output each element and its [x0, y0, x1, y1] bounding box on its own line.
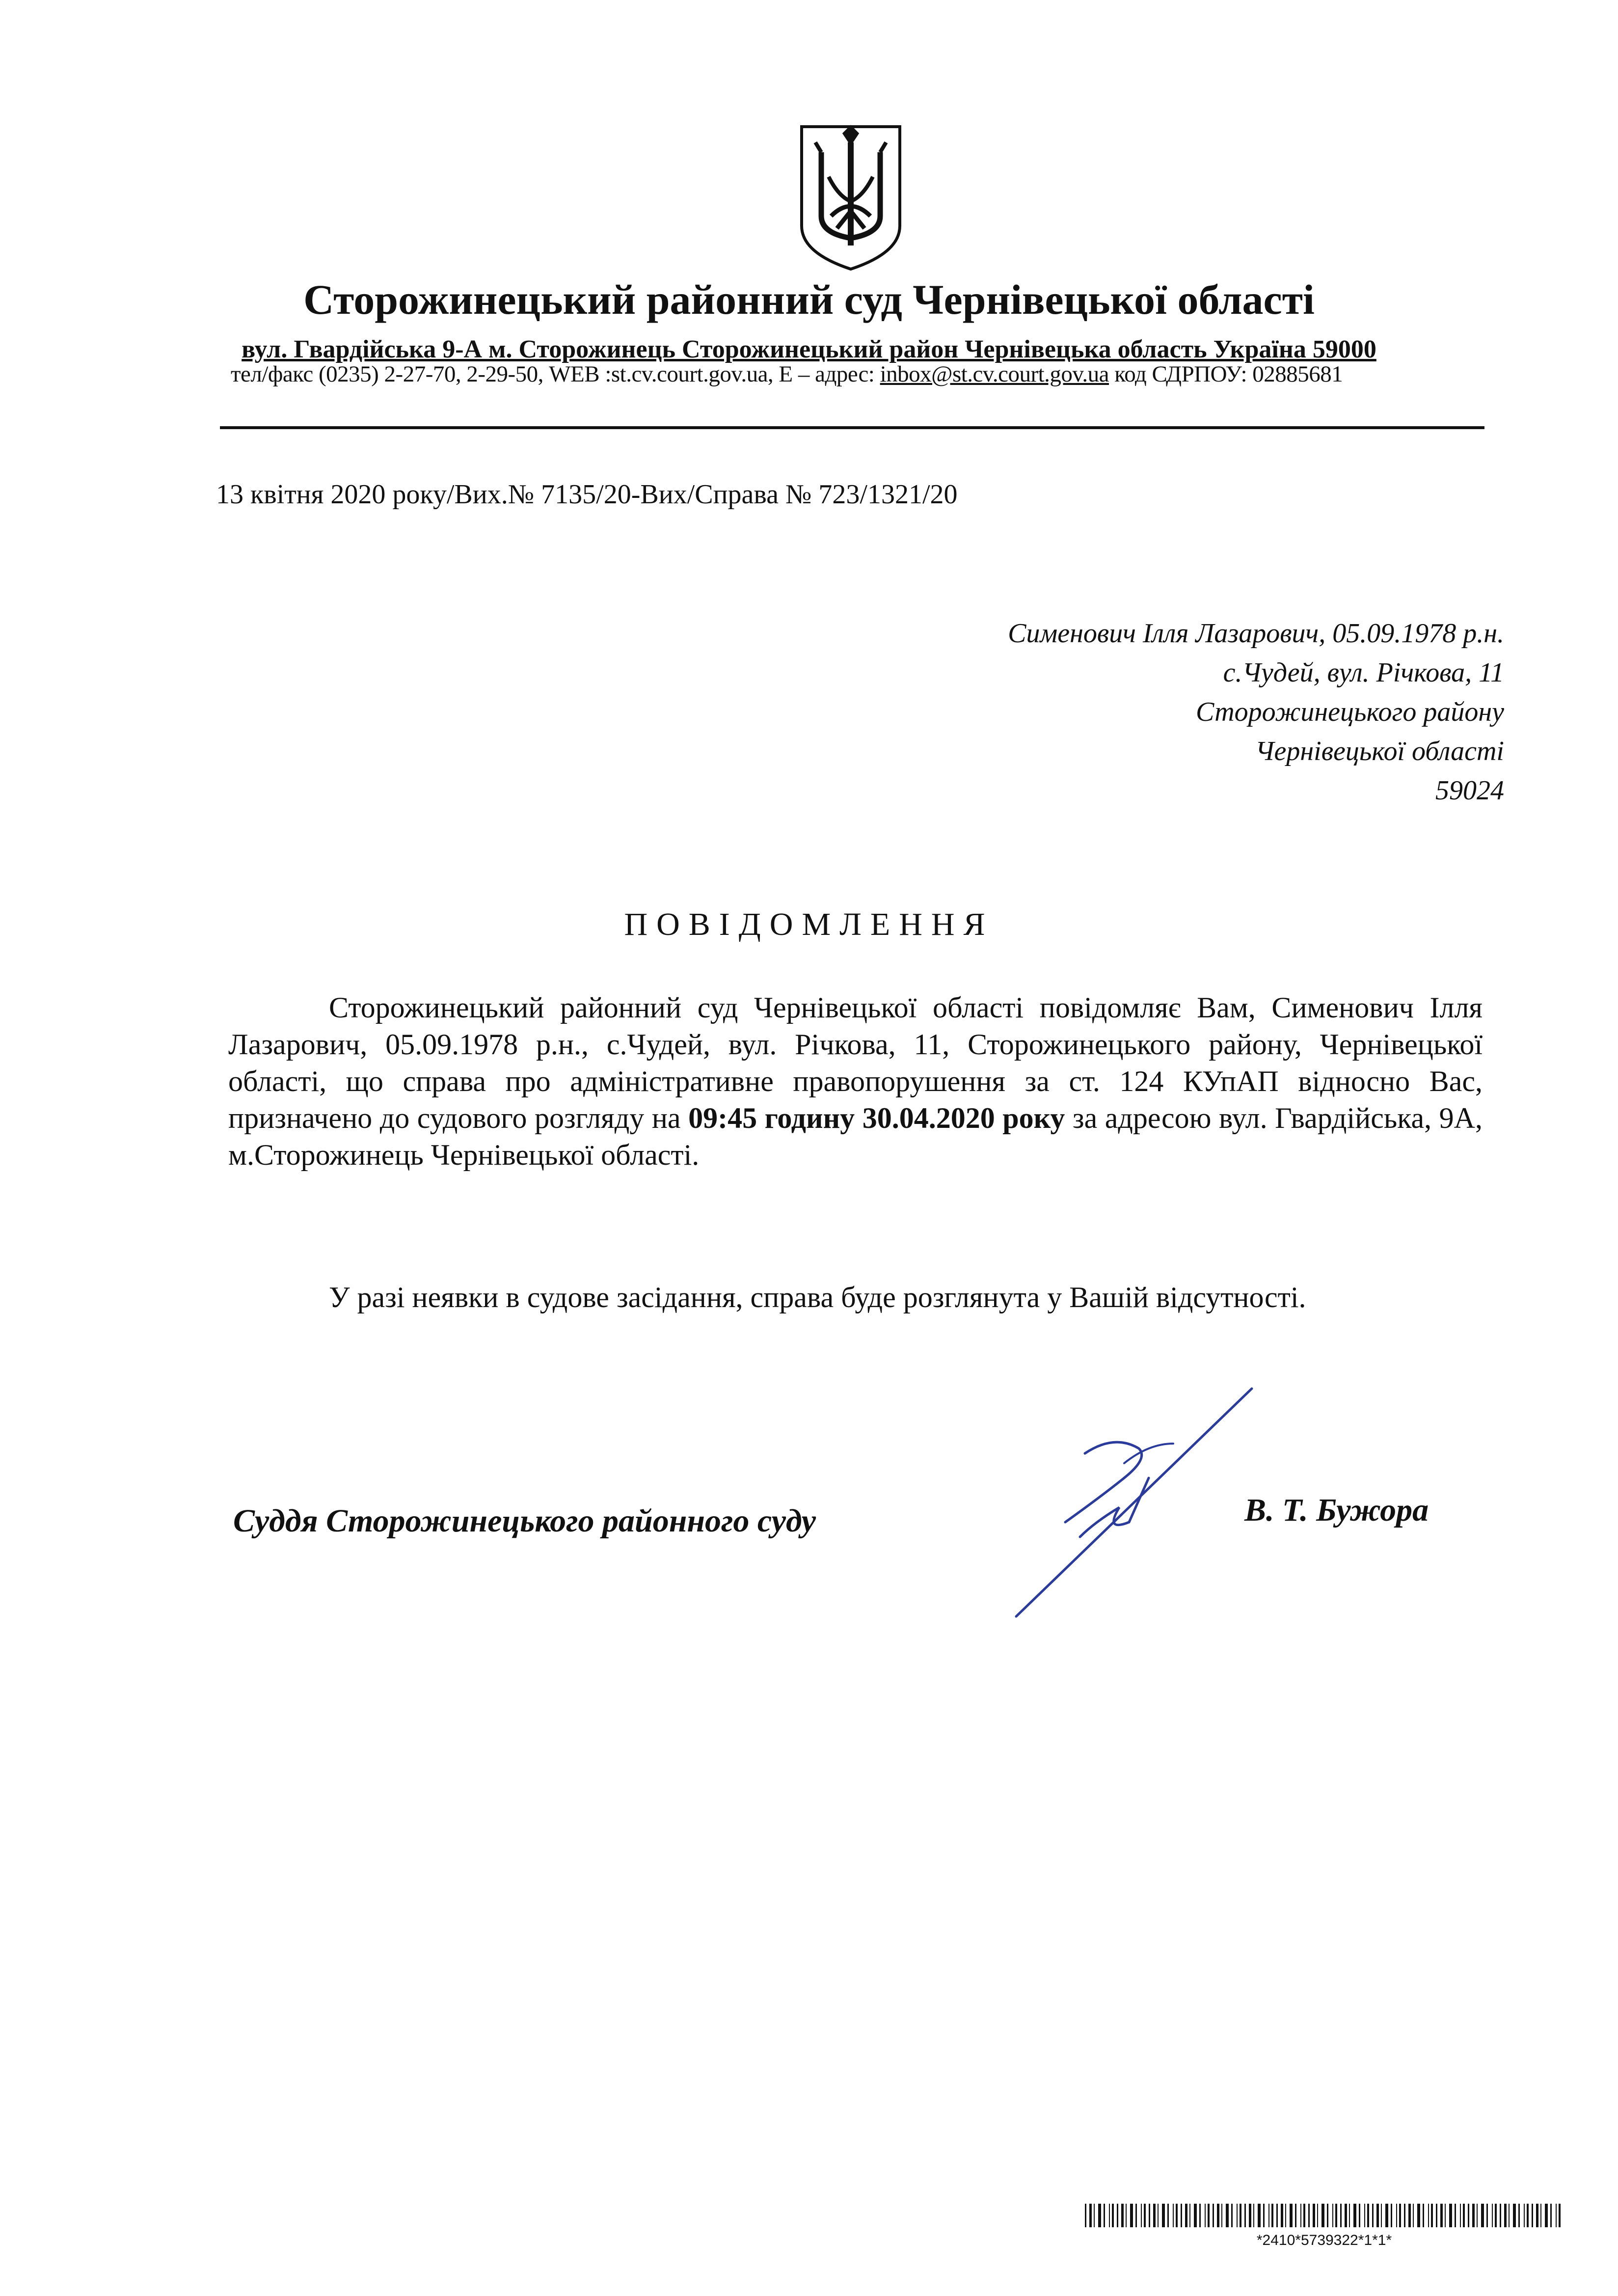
contacts-prefix: тел/факс (0235) 2-27-70, 2-29-50, WEB :st.cv.court.gov.ua, E – адрес: — [231, 361, 880, 387]
judge-title: Суддя Сторожинецького районного суду — [233, 1503, 816, 1539]
document-title: ПОВІДОМЛЕННЯ — [624, 906, 994, 942]
recipient-line: 59024 — [1435, 775, 1504, 806]
absence-paragraph — [228, 1279, 1483, 1316]
recipient-line: Сторожинецького району — [1196, 697, 1504, 727]
recipient-line: Сименович Ілля Лазарович, 05.09.1978 р.н. — [1008, 618, 1504, 649]
recipient-line: с.Чудей, вул. Річкова, 11 — [1223, 657, 1504, 688]
judge-name: В. Т. Бужора — [1244, 1492, 1429, 1528]
barcode-icon — [1085, 2204, 1564, 2227]
absence-text: У разі неявки в судове засідання, справа буде розглянута у Вашій відсутності. — [329, 1281, 1306, 1313]
recipient-address — [1008, 614, 1504, 810]
letterhead-divider — [220, 426, 1484, 429]
court-address-text: вул. Гвардійська 9-А м. Сторожинець Сторожинецький район Чернівецька область Україна 59000 — [242, 335, 1376, 363]
notice-paragraph — [228, 989, 1483, 1174]
trident-coat-of-arms-icon — [792, 123, 910, 273]
court-email-link[interactable]: inbox@st.cv.court.gov.ua — [880, 361, 1109, 387]
recipient-line: Чернівецької області — [1255, 736, 1504, 766]
court-contacts — [231, 361, 1343, 387]
hearing-datetime: 09:45 годину 30.04.2020 року — [688, 1102, 1065, 1134]
contacts-suffix: код СДРПОУ: 02885681 — [1109, 361, 1343, 387]
notice-text: Сторожинецький районний суд Чернівецької області повідомляє Вам, Сименович Ілля Лазарович, 05.09.1978 р.н., с.Чудей, вул. Річкова, 11, Сторожинецького району, Чернівецької області, що справа про адміністративне правопорушення за ст. 124 КУпАП відносно Вас, призначено до судового розгляду на — [228, 991, 1483, 1134]
court-name: Сторожинецький районний суд Чернівецької області — [303, 276, 1315, 323]
court-address — [0, 335, 1618, 364]
reference-line: 13 квітня 2020 року/Вих.№ 7135/20-Вих/Справа № 723/1321/20 — [216, 479, 958, 510]
barcode-number: *2410*5739322*1*1* — [1256, 2232, 1392, 2248]
handwritten-signature — [1001, 1375, 1276, 1640]
notice-text-end: за адресою вул. Гвардійська, 9А, м.Сторожинець Чернівецької області. — [228, 1102, 1483, 1171]
